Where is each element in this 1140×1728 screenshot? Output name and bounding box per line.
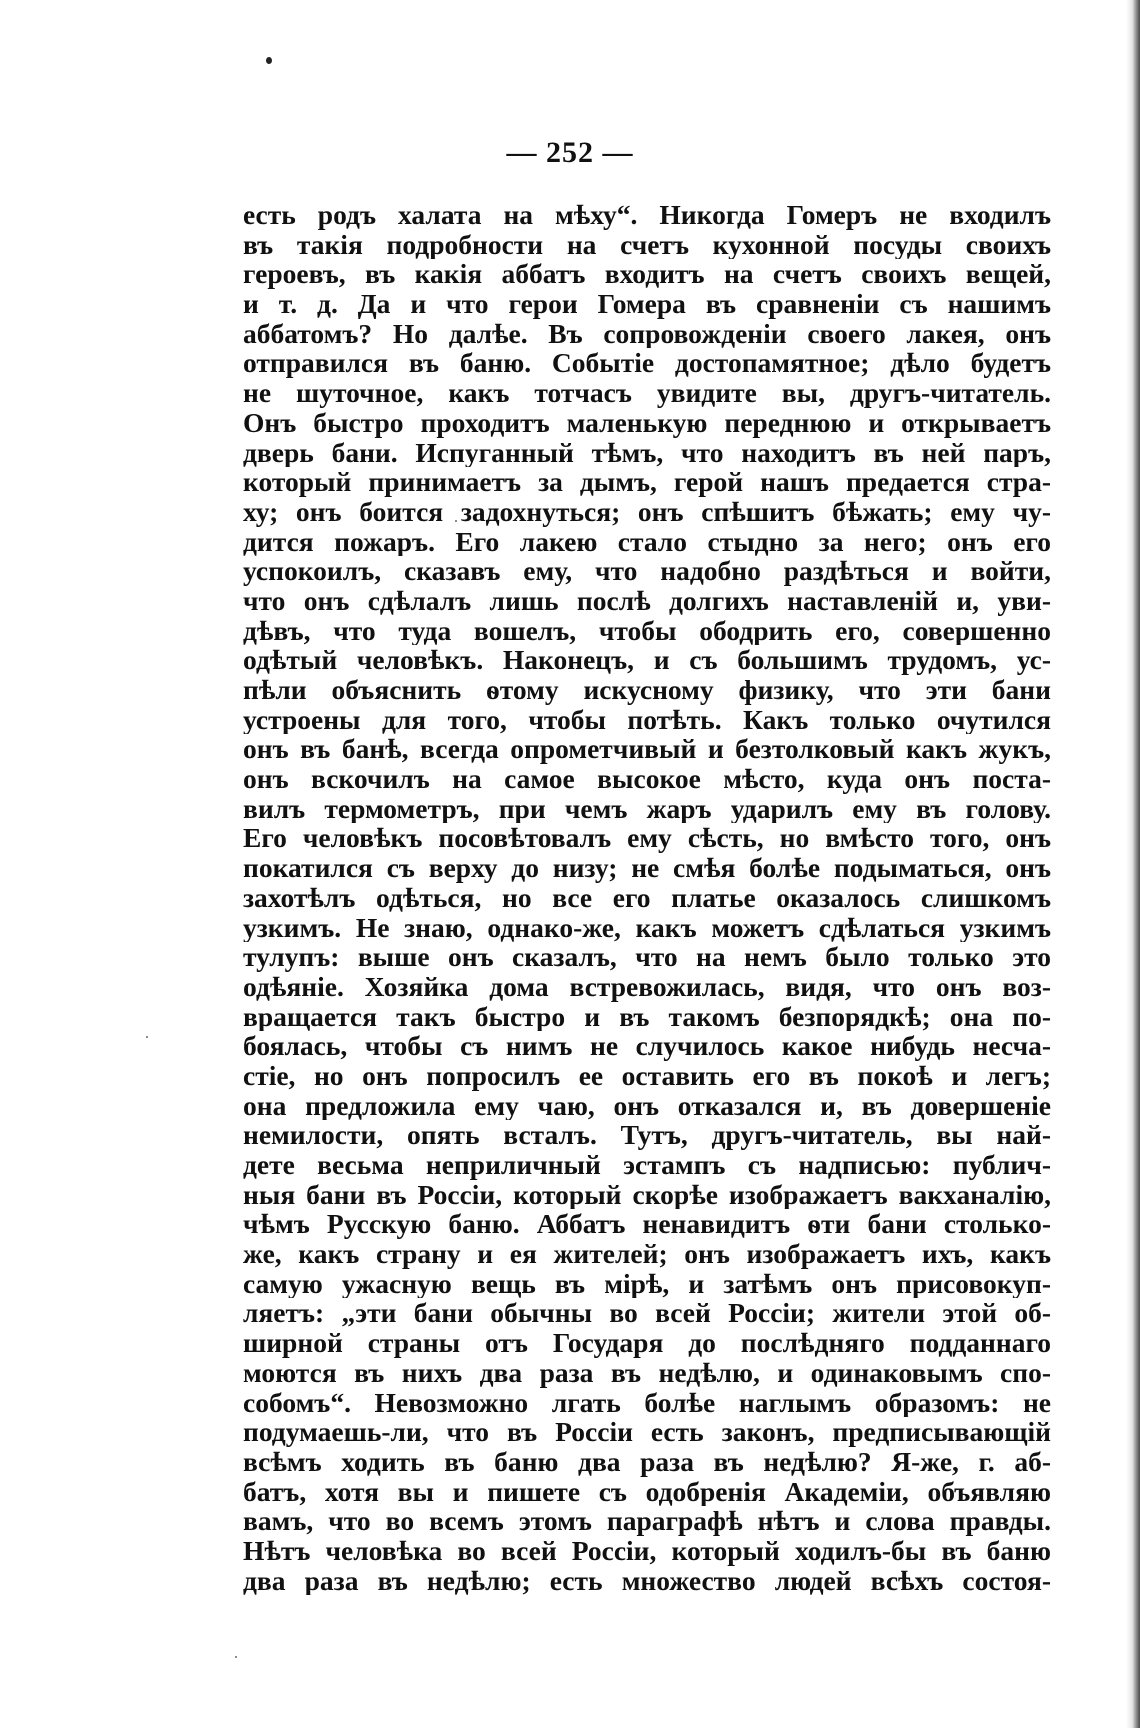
text-line: всѣмъ ходить въ баню два раза въ недѣлю? Я-же, г. аб- bbox=[243, 1446, 1051, 1477]
text-line: чѣмъ Русскую баню. Аббатъ ненавидитъ ѳти бани столько- bbox=[243, 1209, 1051, 1240]
ink-speck bbox=[146, 1036, 148, 1038]
text-line: Нѣтъ человѣка во всей Россіи, который ходилъ-бы въ баню bbox=[243, 1535, 1051, 1566]
text-line: онъ въ банѣ, всегда опрометчивый и безтолковый какъ жукъ, bbox=[243, 734, 1051, 765]
text-line: немилости, опять всталъ. Тутъ, другъ-читатель, вы най- bbox=[243, 1120, 1051, 1150]
text-line: не шуточное, какъ тотчасъ увидите вы, другъ-читатель. bbox=[243, 378, 1051, 408]
text-line: вилъ термометръ, при чемъ жаръ ударилъ ему въ голову. bbox=[243, 793, 1051, 824]
text-line: дится пожаръ. Его лакею стало стыдно за него; онъ его bbox=[243, 526, 1051, 557]
text-line: узкимъ. Не знаю, однако-же, какъ можетъ сдѣлаться узкимъ bbox=[243, 912, 1051, 943]
text-line: подумаешь-ли, что въ Россіи есть законъ, предписывающій bbox=[243, 1417, 1051, 1447]
text-line: Онъ быстро проходитъ маленькую переднюю и открываетъ bbox=[243, 407, 1051, 438]
text-line: успокоилъ, сказавъ ему, что надобно раздѣться и войти, bbox=[243, 556, 1051, 586]
text-line: ляетъ: „эти бани обычны во всей Россіи; жители этой об- bbox=[243, 1298, 1051, 1329]
text-line: вамъ, что во всемъ этомъ параграфѣ нѣтъ и слова правды. bbox=[243, 1506, 1051, 1536]
text-line: она предложила ему чаю, онъ отказался и, въ довершеніе bbox=[243, 1090, 1051, 1121]
text-line: батъ, хотя вы и пишете съ одобренія Академіи, объявляю bbox=[243, 1476, 1051, 1507]
text-line: ныя бани въ Россіи, который скорѣе изображаетъ вакханалію, bbox=[243, 1179, 1051, 1210]
text-line: дѣвъ, что туда вошелъ, чтобы ободрить его, совершенно bbox=[243, 615, 1051, 646]
text-line: же, какъ страну и ея жителей; онъ изображаетъ ихъ, какъ bbox=[243, 1239, 1051, 1269]
text-line: собомъ“. Невозможно лгать болѣе наглымъ образомъ: не bbox=[243, 1387, 1051, 1418]
text-line: ширной страны отъ Государя до послѣдняго подданнаго bbox=[243, 1328, 1051, 1358]
text-line: есть родъ халата на мѣху“. Никогда Гомеръ не входилъ bbox=[243, 200, 1051, 230]
text-line: покатился съ верху до низу; не смѣя болѣе подыматься, онъ bbox=[243, 853, 1051, 883]
text-line: стіе, но онъ попросилъ ее оставить его въ покоѣ и легъ; bbox=[243, 1060, 1051, 1091]
text-line: захотѣлъ одѣться, но все его платье оказалось слишкомъ bbox=[243, 882, 1051, 913]
text-line: одѣтый человѣкъ. Наконецъ, и съ большимъ трудомъ, ус- bbox=[243, 645, 1051, 675]
text-line: одѣяніе. Хозяйка дома встревожилась, видя, что онъ воз- bbox=[243, 971, 1051, 1002]
text-line: вращается такъ быстро и въ такомъ безпорядкѣ; она по- bbox=[243, 1001, 1051, 1032]
text-line: который принимаетъ за дымъ, герой нашъ предается стра- bbox=[243, 467, 1051, 497]
page-number: — 252 — bbox=[506, 136, 634, 169]
body-text bbox=[243, 200, 1051, 1595]
ink-speck bbox=[235, 1656, 237, 1658]
page-edge-shadow bbox=[1126, 0, 1140, 1728]
text-line: Его человѣкъ посовѣтовалъ ему сѣсть, но вмѣсто того, онъ bbox=[243, 823, 1051, 854]
text-line: пѣли объяснить ѳтому искусному физику, что эти бани bbox=[243, 675, 1051, 705]
text-line: тулупъ: выше онъ сказалъ, что на немъ было только это bbox=[243, 942, 1051, 972]
text-line: онъ вскочилъ на самое высокое мѣсто, куда онъ поста- bbox=[243, 764, 1051, 794]
text-line: что онъ сдѣлалъ лишь послѣ долгихъ наставленій и, уви- bbox=[243, 585, 1051, 616]
text-line: въ такія подробности на счетъ кухонной посуды своихъ bbox=[243, 229, 1051, 260]
text-line: отправился въ баню. Событіе достопамятное; дѣло будетъ bbox=[243, 348, 1051, 379]
ink-speck bbox=[266, 57, 272, 64]
text-line: аббатомъ? Но далѣе. Въ сопровожденіи своего лакея, онъ bbox=[243, 318, 1051, 349]
text-line: боялась, чтобы съ нимъ не случилось какое нибудь несча- bbox=[243, 1031, 1051, 1061]
text-line: самую ужасную вещь въ мірѣ, и затѣмъ онъ присовокуп- bbox=[243, 1268, 1051, 1299]
text-line: моются въ нихъ два раза въ недѣлю, и одинаковымъ спо- bbox=[243, 1357, 1051, 1388]
text-line: и т. д. Да и что герои Гомера въ сравненіи съ нашимъ bbox=[243, 289, 1051, 319]
text-line: дете весьма неприличный эстампъ съ надписью: публич- bbox=[243, 1150, 1051, 1180]
text-line: устроены для того, чтобы потѣть. Какъ только очутился bbox=[243, 704, 1051, 735]
text-line: ху; онъ боится задохнуться; онъ спѣшитъ бѣжать; ему чу- bbox=[243, 496, 1051, 527]
text-line: дверь бани. Испуганный тѣмъ, что находитъ въ ней паръ, bbox=[243, 437, 1051, 468]
text-line: героевъ, въ какія аббатъ входитъ на счетъ своихъ вещей, bbox=[243, 259, 1051, 290]
text-line: два раза въ недѣлю; есть множество людей всѣхъ состоя- bbox=[243, 1565, 1051, 1596]
